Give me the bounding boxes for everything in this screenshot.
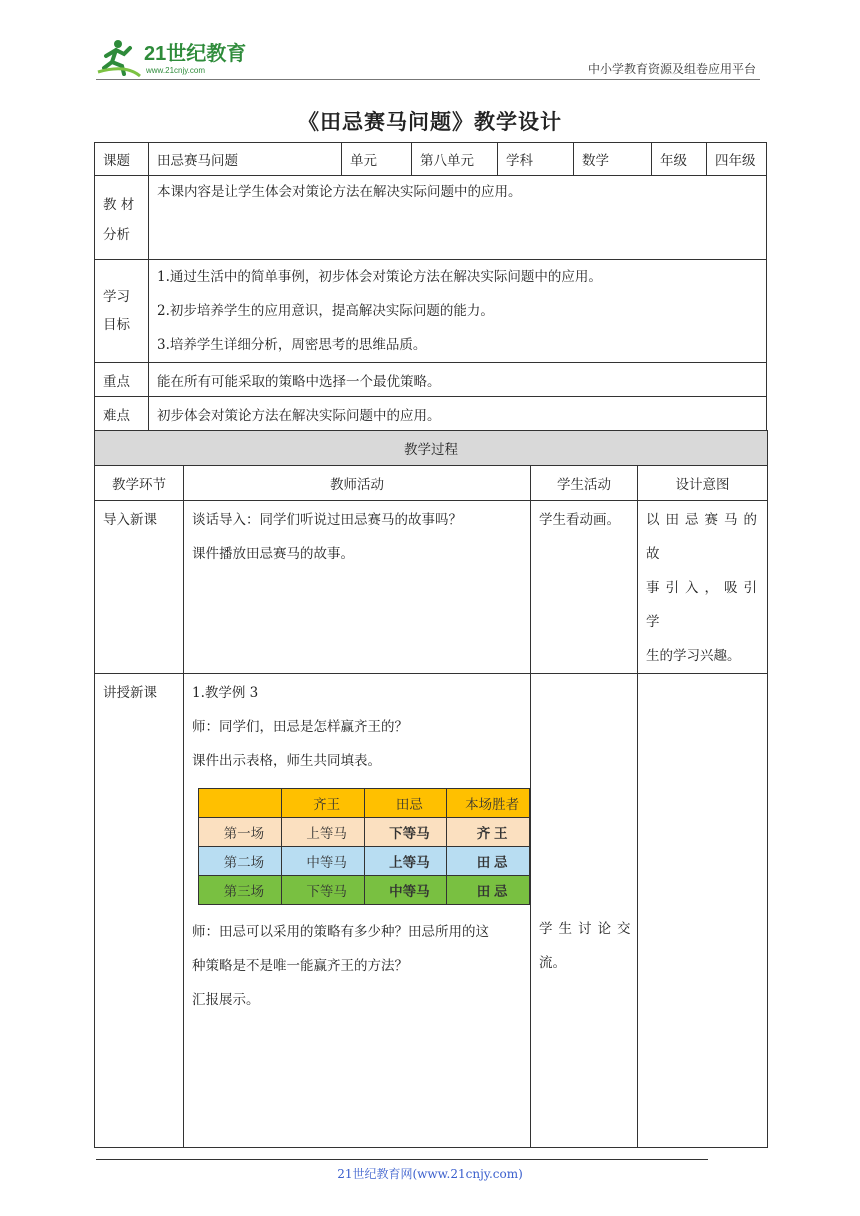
difficulty-label: 难点 [95, 397, 149, 431]
goals-label-line1: 学习 [103, 289, 130, 305]
horse-race-table [198, 788, 530, 905]
column-header-intent: 设计意图 [638, 466, 768, 501]
process-table [94, 430, 768, 1148]
intent-cell [638, 501, 768, 674]
runner-logo-icon [98, 40, 140, 76]
unit-value: 第八单元 [412, 143, 498, 176]
analysis-label-line2: 分析 [103, 227, 130, 243]
subject-label: 学科 [498, 143, 574, 176]
intent-line: 生的学习兴趣。 [646, 648, 741, 664]
goals-label [95, 260, 149, 363]
column-header-student: 学生活动 [531, 466, 638, 501]
header-divider [96, 79, 760, 80]
column-header-teacher: 教师活动 [184, 466, 531, 501]
info-table [94, 142, 767, 431]
intent-line: 以田忌赛马的故 [646, 512, 763, 562]
student-activity-cell [531, 674, 638, 1148]
horse-table-row [199, 876, 530, 905]
goal-item: 2.初步培养学生的应用意识，提高解决实际问题的能力。 [157, 303, 494, 319]
analysis-text: 本课内容是让学生体会对策论方法在解决实际问题中的应用。 [149, 176, 767, 260]
horse-cell: 齐 王 [447, 818, 530, 847]
stage-cell: 讲授新课 [95, 674, 184, 1148]
horse-cell: 中等马 [281, 847, 364, 876]
horse-cell: 上等马 [364, 847, 447, 876]
goals-text [149, 260, 767, 363]
teacher-activity-cell [184, 501, 531, 674]
grade-value: 四年级 [707, 143, 767, 176]
horse-header-cell: 田忌 [364, 789, 447, 818]
horse-header-cell: 齐王 [281, 789, 364, 818]
grade-label: 年级 [652, 143, 707, 176]
intent-cell [638, 674, 768, 1148]
difficulty-text: 初步体会对策论方法在解决实际问题中的应用。 [149, 397, 767, 431]
student-activity-cell: 学生看动画。 [531, 501, 638, 674]
site-logo [96, 36, 266, 78]
horse-cell: 中等马 [364, 876, 447, 905]
horse-cell: 第一场 [199, 818, 282, 847]
subject-value: 数学 [574, 143, 652, 176]
teacher-line: 谈话导入：同学们听说过田忌赛马的故事吗？ [192, 512, 462, 528]
horse-cell: 田 忌 [447, 847, 530, 876]
horse-cell: 田 忌 [447, 876, 530, 905]
horse-cell: 第三场 [199, 876, 282, 905]
teacher-line: 1.教学例 3 [192, 685, 259, 701]
teacher-line: 课件播放田忌赛马的故事。 [192, 546, 354, 562]
horse-cell: 下等马 [281, 876, 364, 905]
horse-cell: 下等马 [364, 818, 447, 847]
goal-item: 1.通过生活中的简单事例，初步体会对策论方法在解决实际问题中的应用。 [157, 269, 602, 285]
key-text: 能在所有可能采取的策略中选择一个最优策略。 [149, 363, 767, 397]
student-line: 流。 [539, 955, 566, 971]
teacher-line: 汇报展示。 [192, 992, 260, 1008]
horse-cell: 上等马 [281, 818, 364, 847]
analysis-label [95, 176, 149, 260]
footer-divider [96, 1159, 708, 1160]
stage-cell: 导入新课 [95, 501, 184, 674]
teacher-line: 种策略是不是唯一能赢齐王的方法？ [192, 958, 408, 974]
unit-label: 单元 [342, 143, 412, 176]
course-label: 课题 [95, 143, 149, 176]
page-title: 《田忌赛马问题》教学设计 [298, 109, 562, 134]
teacher-line: 课件出示表格，师生共同填表。 [192, 753, 381, 769]
column-header-stage: 教学环节 [95, 466, 184, 501]
logo-text: 21世纪教育 [144, 43, 247, 65]
horse-header-cell: 本场胜者 [447, 789, 530, 818]
key-label: 重点 [95, 363, 149, 397]
horse-table-row [199, 818, 530, 847]
header-platform-text: 中小学教育资源及组卷应用平台 [587, 62, 756, 76]
analysis-label-line1: 教 材 [103, 197, 135, 213]
intent-line: 事引入，吸引学 [646, 580, 763, 630]
teacher-activity-cell [184, 674, 531, 1148]
teacher-line: 师：田忌可以采用的策略有多少种？田忌所用的这 [192, 924, 489, 940]
process-heading: 教学过程 [95, 431, 768, 466]
goal-item: 3.培养学生详细分析，周密思考的思维品质。 [157, 337, 427, 353]
horse-table-header [199, 789, 530, 818]
logo-url: www.21cnjy.com [146, 66, 205, 75]
goals-label-line2: 目标 [103, 317, 130, 333]
footer-text: 21世纪教育网(www.21cnjy.com) [337, 1167, 523, 1181]
horse-header-cell [199, 789, 282, 818]
student-line: 学生讨论交 [539, 921, 637, 937]
teacher-line: 师：同学们，田忌是怎样赢齐王的？ [192, 719, 408, 735]
course-value: 田忌赛马问题 [149, 143, 342, 176]
horse-table-row [199, 847, 530, 876]
horse-cell: 第二场 [199, 847, 282, 876]
